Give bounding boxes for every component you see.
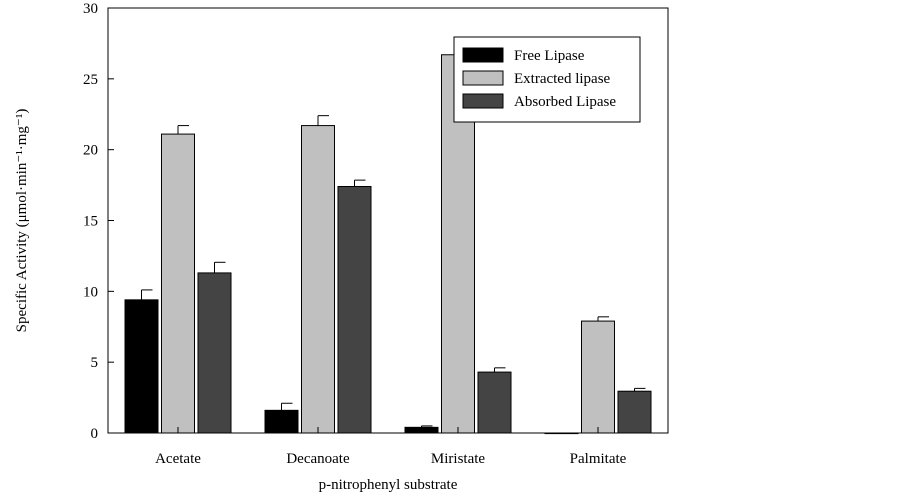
bar-free-lipase-acetate [125, 300, 158, 433]
bar-extracted-lipase-decanoate [302, 126, 335, 433]
y-tick-label: 0 [90, 426, 98, 442]
y-axis-title: Specific Activity (μmol·min⁻¹·mg⁻¹) [14, 108, 30, 333]
bar-free-lipase-decanoate [265, 410, 298, 433]
error-bar [318, 116, 329, 126]
error-bar [355, 180, 366, 186]
error-bar [178, 126, 189, 134]
y-axis [83, 1, 114, 442]
x-axis-title: p-nitrophenyl substrate [318, 477, 458, 493]
y-tick-label: 25 [83, 71, 98, 88]
legend-label: Extracted lipase [514, 71, 611, 87]
error-bar [598, 317, 609, 321]
y-tick-label: 5 [90, 355, 98, 372]
error-bar [215, 262, 226, 273]
x-tick-label: Acetate [155, 451, 201, 467]
bar-extracted-lipase-acetate [162, 134, 195, 433]
legend-swatch [463, 48, 503, 62]
bar-absorbed-lipase-miristate [478, 372, 511, 433]
bar-absorbed-lipase-palmitate [618, 391, 651, 433]
legend-swatch [463, 71, 503, 85]
bar-absorbed-lipase-decanoate [338, 187, 371, 434]
bar-extracted-lipase-palmitate [582, 321, 615, 433]
legend-label: Absorbed Lipase [514, 94, 617, 110]
error-bar [282, 403, 293, 410]
bar-absorbed-lipase-acetate [198, 273, 231, 433]
error-bar [495, 368, 506, 372]
x-tick-label: Palmitate [569, 451, 627, 467]
legend-swatch [463, 94, 503, 108]
y-tick-label: 10 [83, 284, 98, 301]
x-tick-label: Miristate [430, 451, 486, 467]
legend [454, 37, 640, 122]
y-tick-label: 20 [83, 142, 98, 159]
y-tick-label: 30 [83, 1, 98, 17]
legend-label: Free Lipase [514, 48, 585, 64]
y-tick-label: 15 [83, 213, 98, 230]
x-tick-label: Decanoate [286, 451, 350, 467]
bar-free-lipase-miristate [405, 427, 438, 433]
error-bar [142, 290, 153, 300]
